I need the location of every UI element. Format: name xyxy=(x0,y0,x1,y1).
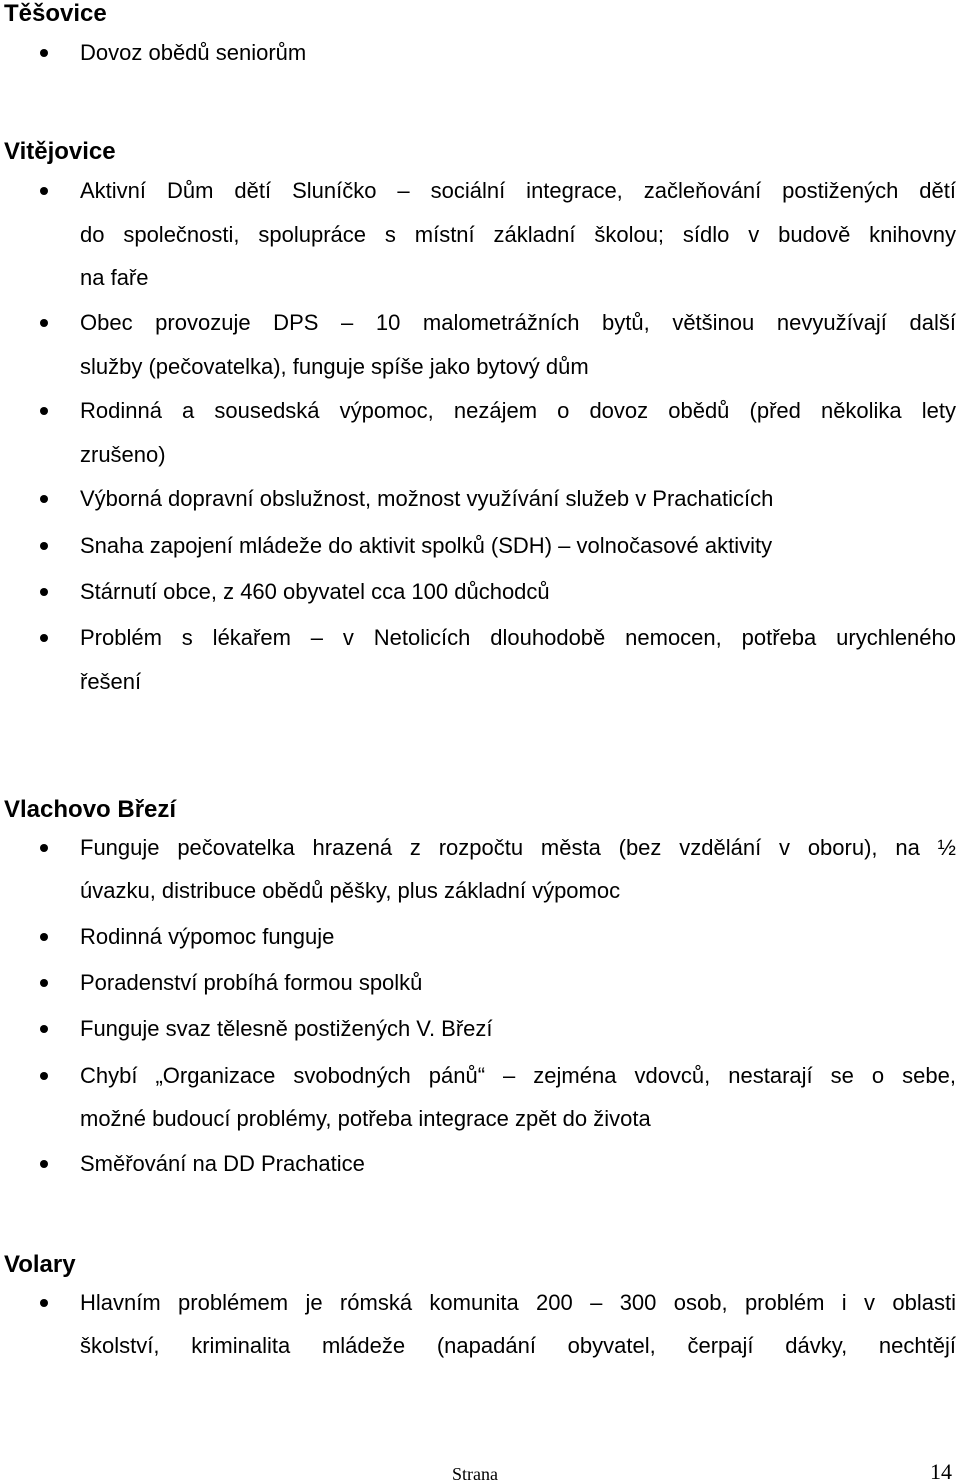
section-heading: Vitějovice xyxy=(4,138,116,165)
bullet-icon xyxy=(40,407,48,415)
list-item-text: školství, kriminalita mládeže (napadání obyvatel, čerpají dávky, nechtějí xyxy=(80,1333,956,1358)
bullet-icon xyxy=(40,495,48,503)
list-item-text: Poradenství probíhá formou spolků xyxy=(80,970,423,995)
list-item-text: Hlavním problémem je rómská komunita 200 – 300 osob, problém i v oblasti xyxy=(80,1290,956,1315)
list-item-text: Funguje svaz tělesně postižených V. Březí xyxy=(80,1016,493,1041)
list-item-text: Problém s lékařem – v Netolicích dlouhodobě nemocen, potřeba urychleného xyxy=(80,625,956,650)
bullet-icon xyxy=(40,1025,48,1033)
footer-page-number: 14 xyxy=(930,1459,952,1484)
bullet-icon xyxy=(40,1072,48,1080)
bullet-icon xyxy=(40,1299,48,1307)
list-item-text: úvazku, distribuce obědů pěšky, plus základní výpomoc xyxy=(80,878,621,903)
list-item-text: řešení xyxy=(80,669,142,694)
list-item-text: Aktivní Dům dětí Sluníčko – sociální integrace, začleňování postižených dětí xyxy=(80,178,956,203)
bullet-icon xyxy=(40,187,48,195)
list-item-text: do společnosti, spolupráce s místní základní školou; sídlo v budově knihovny xyxy=(80,222,956,247)
bullet-icon xyxy=(40,979,48,987)
list-item-text: Výborná dopravní obslužnost, možnost využívání služeb v Prachaticích xyxy=(80,486,774,511)
list-item-text: Rodinná výpomoc funguje xyxy=(80,924,335,949)
bullet-icon xyxy=(40,1160,48,1168)
list-item-text: Dovoz obědů seniorům xyxy=(80,40,307,65)
list-item-text: Chybí „Organizace svobodných pánů“ – zejména vdovců, nestarají se o sebe, xyxy=(80,1063,956,1088)
list-item-text: zrušeno) xyxy=(80,442,166,467)
bullet-icon xyxy=(40,844,48,852)
list-item-text: na faře xyxy=(80,265,149,290)
list-item-text: Směřování na DD Prachatice xyxy=(80,1151,365,1176)
bullet-icon xyxy=(40,634,48,642)
bullet-icon xyxy=(40,933,48,941)
list-item-text: Snaha zapojení mládeže do aktivit spolků (SDH) – volnočasové aktivity xyxy=(80,533,773,558)
bullet-icon xyxy=(40,542,48,550)
list-item-text: Funguje pečovatelka hrazená z rozpočtu města (bez vzdělání v oboru), na ½ xyxy=(80,835,956,860)
list-item-text: Stárnutí obce, z 460 obyvatel cca 100 důchodců xyxy=(80,579,550,604)
bullet-icon xyxy=(40,49,48,57)
list-item-text: možné budoucí problémy, potřeba integrace zpět do života xyxy=(80,1106,651,1131)
section-heading: Těšovice xyxy=(4,0,107,27)
list-item-text: služby (pečovatelka), funguje spíše jako bytový dům xyxy=(80,354,589,379)
bullet-icon xyxy=(40,588,48,596)
list-item-text: Obec provozuje DPS – 10 malometrážních bytů, většinou nevyužívají další xyxy=(80,310,956,335)
list-item-text: Rodinná a sousedská výpomoc, nezájem o dovoz obědů (před několika lety xyxy=(80,398,956,423)
section-heading: Vlachovo Březí xyxy=(4,796,177,823)
footer-page-label: Strana xyxy=(452,1464,498,1484)
section-heading: Volary xyxy=(4,1251,76,1278)
bullet-icon xyxy=(40,319,48,327)
